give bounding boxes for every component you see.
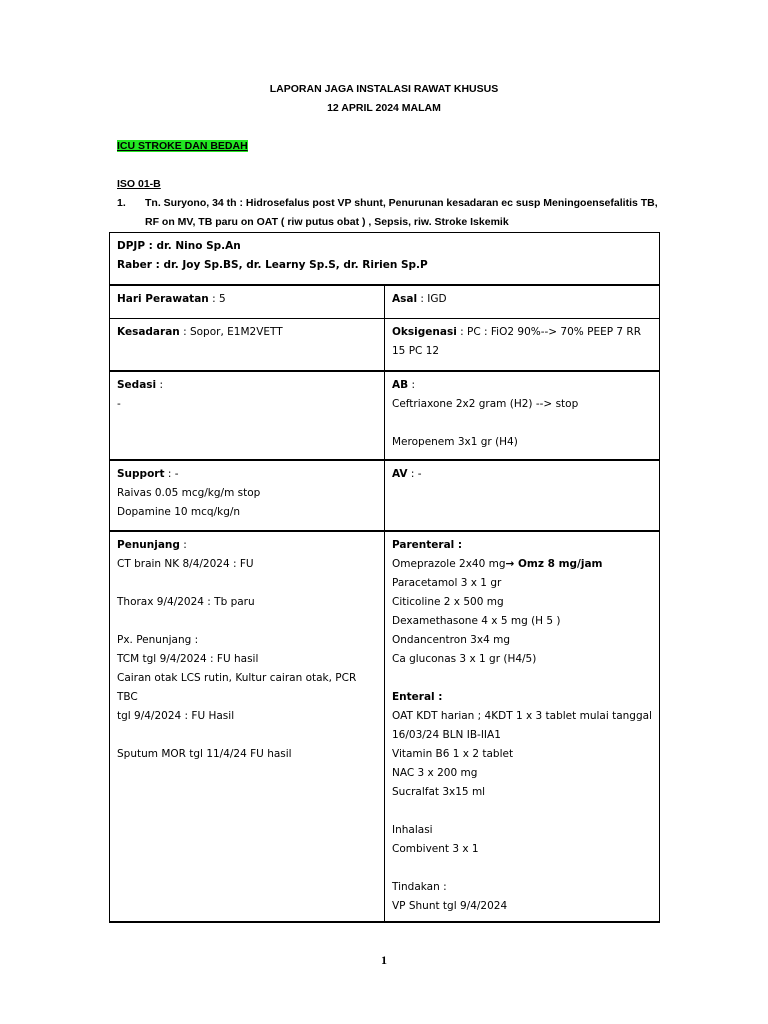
spacer <box>392 859 653 878</box>
penunjang-px: Px. Penunjang : <box>117 633 199 646</box>
omeprazole-text: Omeprazole 2x40 mg <box>392 557 506 570</box>
av-value: - <box>417 467 422 480</box>
ab-item-1: Ceftriaxone 2x2 gram (H2) --> stop <box>392 397 579 410</box>
spacer <box>392 802 653 821</box>
parenteral-label: Parenteral : <box>392 538 463 551</box>
penunjang-line: Penunjang : <box>117 538 187 551</box>
parenteral-item: Ondancentron 3x4 mg <box>392 633 510 646</box>
page-number: 1 <box>381 953 387 967</box>
spacer <box>117 726 378 745</box>
row-doctors <box>110 233 660 285</box>
enteral-item: Vitamin B6 1 x 2 tablet <box>392 747 514 760</box>
av-cell: AV : - <box>385 460 660 531</box>
hari-perawatan-label: Hari Perawatan <box>117 292 209 305</box>
raber-label: Raber <box>117 259 152 271</box>
ab-cell <box>385 371 660 460</box>
unit-heading-text: ICU STROKE DAN BEDAH <box>117 140 248 152</box>
report-title: LAPORAN JAGA INSTALASI RAWAT KHUSUS <box>269 83 499 95</box>
sedasi-label: Sedasi <box>117 378 157 391</box>
enteral-item: NAC 3 x 200 mg <box>392 766 478 779</box>
dpjp-value: dr. Nino Sp.An <box>156 240 241 252</box>
spacer <box>117 612 378 631</box>
raber-line: Raber : dr. Joy Sp.BS, dr. Learny Sp.S, dr. Ririen Sp.P <box>117 259 428 271</box>
support-cell <box>110 460 385 531</box>
support-item-2: Dopamine 10 mcq/kg/n <box>117 505 241 518</box>
enteral-oat-2: 16/03/24 BLN IB-IIA1 <box>392 728 501 741</box>
parenteral-item: Dexamethasone 4 x 5 mg (H 5 ) <box>392 614 561 627</box>
ab-item-2: Meropenem 3x1 gr (H4) <box>392 435 518 448</box>
support-label: Support <box>117 467 165 480</box>
support-item-1: Raivas 0.05 mcg/kg/m stop <box>117 486 261 499</box>
hari-perawatan-cell: Hari Perawatan : 5 <box>110 285 385 319</box>
row-penunjang-terapi <box>110 531 660 922</box>
spacer <box>392 414 653 433</box>
oksigenasi-label: Oksigenasi <box>392 326 457 338</box>
support-value: - <box>174 467 179 480</box>
enteral-item: Sucralfat 3x15 ml <box>392 785 486 798</box>
parenteral-item: Ca gluconas 3 x 1 gr (H4/5) <box>392 652 537 665</box>
hari-perawatan-value: 5 <box>218 292 226 305</box>
penunjang-label: Penunjang <box>117 538 180 551</box>
kesadaran-label: Kesadaran <box>117 326 180 338</box>
kesadaran-value: Sopor, E1M2VETT <box>189 326 283 338</box>
penunjang-cairan-2: tgl 9/4/2024 : FU Hasil <box>117 709 235 722</box>
oksigenasi-value-2: 15 PC 12 <box>392 345 440 357</box>
ab-label: AB <box>392 378 409 391</box>
inhalasi-item: Combivent 3 x 1 <box>392 842 479 855</box>
asal-label: Asal <box>392 292 418 305</box>
row-hari-asal <box>110 285 660 319</box>
tindakan-item: VP Shunt tgl 9/4/2024 <box>392 899 508 912</box>
spacer <box>392 669 653 688</box>
penunjang-tcm: TCM tgl 9/4/2024 : FU hasil <box>117 652 259 665</box>
parenteral-omeprazole <box>392 555 653 574</box>
unit-heading <box>117 140 248 152</box>
parenteral-item: Paracetamol 3 x 1 gr <box>392 576 502 589</box>
report-date: 12 APRIL 2024 MALAM <box>327 102 441 114</box>
penunjang-cairan-1: Cairan otak LCS rutin, Kultur cairan otak, PCR TBC <box>117 671 357 703</box>
oksigenasi-line1: Oksigenasi : PC : FiO2 90%--> 70% PEEP 7 RR <box>392 326 641 338</box>
penunjang-cell <box>110 531 385 922</box>
kesadaran-cell: Kesadaran : Sopor, E1M2VETT <box>110 319 385 371</box>
patient-diagnosis-line1: Tn. Suryono, 34 th : Hidrosefalus post VP shunt, Penurunan kesadaran ec susp Meningoensefalitis TB, <box>145 197 658 209</box>
row-support-av <box>110 460 660 531</box>
row-kesadaran-oksigenasi <box>110 319 660 371</box>
inhalasi-label: Inhalasi <box>392 823 433 836</box>
enteral-label: Enteral : <box>392 690 443 703</box>
sedasi-line: Sedasi : <box>117 378 164 391</box>
patient-number: 1. <box>117 197 126 209</box>
tindakan-label: Tindakan : <box>392 880 447 893</box>
raber-value: dr. Joy Sp.BS, dr. Learny Sp.S, dr. Ririen Sp.P <box>163 259 428 271</box>
penunjang-sputum: Sputum MOR tgl 11/4/24 FU hasil <box>117 747 292 760</box>
ab-line: AB : <box>392 378 416 391</box>
bed-heading: ISO 01-B <box>117 178 161 190</box>
terapi-cell <box>385 531 660 922</box>
sedasi-cell <box>110 371 385 460</box>
parenteral-item: Citicoline 2 x 500 mg <box>392 595 504 608</box>
sedasi-value: - <box>117 397 121 410</box>
arrow-right-icon: → <box>505 557 515 570</box>
spacer <box>117 574 378 593</box>
support-line: Support : - <box>117 467 179 480</box>
patient-report-table <box>109 232 660 923</box>
oksigenasi-value-1: PC : FiO2 90%--> 70% PEEP 7 RR <box>467 326 641 338</box>
penunjang-ct: CT brain NK 8/4/2024 : FU <box>117 557 254 570</box>
patient-diagnosis-line2: RF on MV, TB paru on OAT ( riw putus obat ) , Sepsis, riw. Stroke Iskemik <box>145 216 509 228</box>
dpjp-line: DPJP : dr. Nino Sp.An <box>117 240 241 252</box>
doctors-cell <box>110 233 660 285</box>
asal-value: IGD <box>427 292 447 305</box>
penunjang-thorax: Thorax 9/4/2024 : Tb paru <box>117 595 255 608</box>
asal-cell: Asal : IGD <box>385 285 660 319</box>
oksigenasi-cell <box>385 319 660 371</box>
av-label: AV <box>392 467 408 480</box>
enteral-oat-1: OAT KDT harian ; 4KDT 1 x 3 tablet mulai tanggal <box>392 709 652 722</box>
omz-text: Omz 8 mg/jam <box>514 557 603 570</box>
row-sedasi-ab <box>110 371 660 460</box>
dpjp-label: DPJP <box>117 240 146 252</box>
